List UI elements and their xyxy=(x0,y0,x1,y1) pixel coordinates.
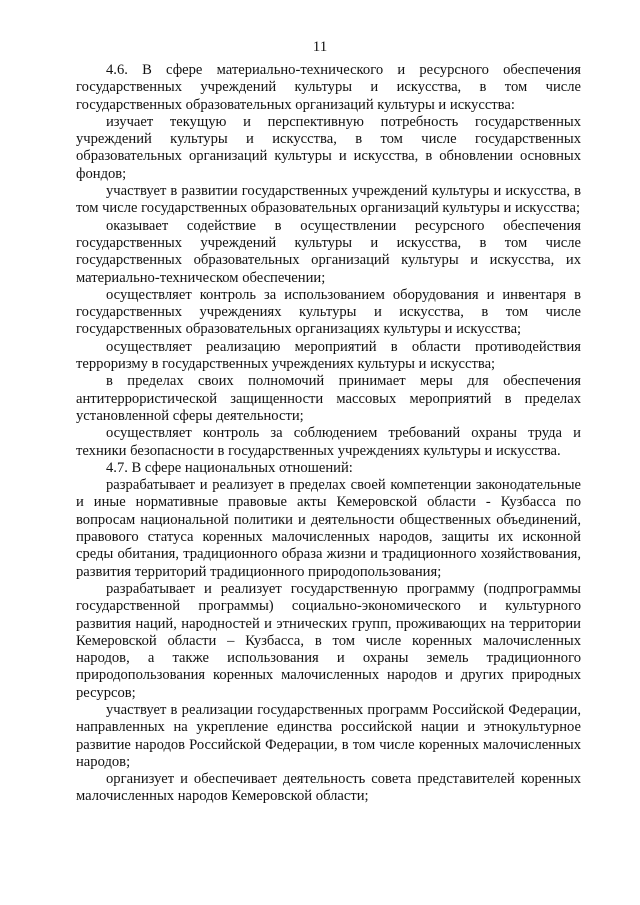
paragraph-counter-terrorism: осуществляет реализацию мероприятий в области противодействия терроризму в государственных учреждениях культуры и искусства; xyxy=(76,338,581,373)
paragraph-needs-assessment: изучает текущую и перспективную потребность государственных учреждений культуры и искусства, в том числе государственных образовательных организаций культуры и искусства, в обновлении основных фондов; xyxy=(76,113,581,182)
paragraph-event-security: в пределах своих полномочий принимает меры для обеспечения антитеррористической защищенности массовых мероприятий в пределах установленной сферы деятельности; xyxy=(76,373,581,424)
paragraph-federal-programs: участвует в реализации государственных программ Российской Федерации, направленных на укрепление единства российской нации и этнокультурное развитие народов Российской Федерации, в том числе коренных малочисленных народов; xyxy=(76,701,581,770)
page-number: 11 xyxy=(312,39,328,55)
section-4-6-heading: 4.6. В сфере материально-технического и ресурсного обеспечения государственных учреждений культуры и искусства, в том числе государственных образовательных организаций культуры и искусства: xyxy=(76,62,581,113)
paragraph-council: организует и обеспечивает деятельность совета представителей коренных малочисленных народов Кемеровской области; xyxy=(76,771,581,805)
paragraph-resource-support: оказывает содействие в осуществлении ресурсного обеспечения государственных учреждений культуры и искусства, в том числе государственных образовательных организаций культуры и искусства, их материально-техническом обеспечении; xyxy=(76,217,581,286)
paragraph-labor-safety: осуществляет контроль за соблюдением требований охраны труда и техники безопасности в государственных учреждениях культуры и искусства. xyxy=(76,425,581,459)
paragraph-equipment-control: осуществляет контроль за использованием оборудования и инвентаря в государственных учреждениях культуры и искусства, в том числе государственных образовательных организациях культуры и искусства; xyxy=(76,286,581,338)
paragraph-development: участвует в развитии государственных учреждений культуры и искусства, в том числе государственных образовательных организаций культуры и искусства; xyxy=(76,183,581,217)
document-body xyxy=(76,62,581,806)
section-4-7-heading: 4.7. В сфере национальных отношений: xyxy=(106,459,353,476)
paragraph-legislation: разрабатывает и реализует в пределах своей компетенции законодательные и иные нормативные правовые акты Кемеровской области - Кузбасса по вопросам национальной политики и деятельности общественных объединений, правового статуса коренных малочисленных народов, защиты их исконной среды обитания, традиционного образа жизни и традиционного хозяйствования, развития территорий традиционного природопользования; xyxy=(76,477,581,580)
paragraph-state-program: разрабатывает и реализует государственную программу (подпрограммы государственной программы) социально-экономического и культурного развития наций, народностей и этнических групп, проживающих на территории Кемеровской области – Кузбасса, в том числе коренных малочисленных народов, а также использования и охраны земель традиционного природопользования коренных малочисленных народов и других природных ресурсов; xyxy=(76,580,581,701)
